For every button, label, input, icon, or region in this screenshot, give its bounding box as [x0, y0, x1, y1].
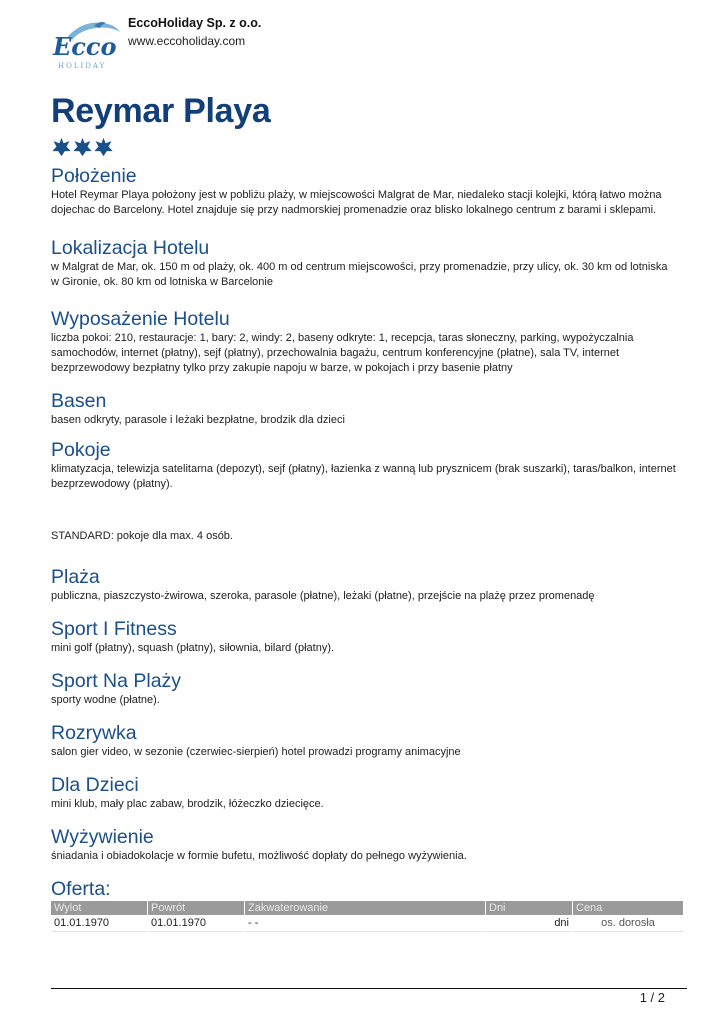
- cell-dni: dni: [486, 915, 572, 932]
- section-plaza: [51, 565, 676, 604]
- section-lokalizacja: [51, 236, 676, 290]
- section-heading: Sport I Fitness: [51, 618, 177, 640]
- hotel-content: [51, 164, 676, 932]
- logo-subtext: HOLIDAY: [58, 62, 107, 70]
- section-text: basen odkryty, parasole i leżaki bezpłatne, brodzik dla dzieci: [51, 414, 345, 426]
- offer-header-row: [51, 901, 683, 915]
- section-sport-plaza: [51, 669, 676, 708]
- column-header-dni: Dni: [486, 901, 572, 915]
- section-text: mini klub, mały plac zabaw, brodzik, łóżeczko dziecięce.: [51, 798, 324, 810]
- section-heading: Pokoje: [51, 439, 111, 461]
- section-heading: Dla Dzieci: [51, 774, 139, 796]
- company-website[interactable]: www.eccoholiday.com: [128, 34, 246, 48]
- cell-wylot: 01.01.1970: [51, 915, 147, 932]
- hotel-title: Reymar Playa: [51, 92, 271, 130]
- section-text: klimatyzacja, telewizja satelitarna (depozyt), sejf (płatny), łazienka z wanną lub prysznicem (brak suszarki), taras/balkon, internet bezprzewodowy (płatny).: [51, 463, 676, 490]
- company-name: EccoHoliday Sp. z o.o.: [128, 16, 262, 30]
- section-text: w Malgrat de Mar, ok. 150 m od plaży, ok. 400 m od centrum miejscowości, przy promenadzie, przy ulicy, ok. 30 km od lotniska w Gironie, ok. 80 km od lotniska w Barcelonie: [51, 261, 668, 288]
- section-heading: Położenie: [51, 165, 137, 187]
- section-pokoje: [51, 438, 676, 544]
- column-header-powrot: Powrót: [148, 901, 244, 915]
- section-dla-dzieci: [51, 773, 676, 812]
- section-basen: [51, 389, 676, 428]
- cell-zakwaterowanie: - -: [245, 915, 485, 932]
- section-wyposazenie: [51, 307, 676, 376]
- offer-table: [50, 901, 684, 932]
- page-header: [50, 14, 690, 72]
- section-wyzywienie: [51, 825, 676, 864]
- section-heading: Lokalizacja Hotelu: [51, 237, 210, 259]
- eccoholiday-logo: [50, 14, 122, 72]
- hotel-stars: [51, 137, 114, 157]
- table-row: [51, 915, 683, 932]
- cell-cena: os. dorosła: [573, 915, 683, 932]
- section-text: Hotel Reymar Playa położony jest w pobliżu plaży, w miejscowości Malgrat de Mar, niedaleko stacji kolejki, którą łatwo można dojechac do Barcelony. Hotel znajduje się przy nadmorskiej promenadzie oraz blisko lokalnego centrum z barami i sklepami.: [51, 189, 662, 216]
- cell-powrot: 01.01.1970: [148, 915, 244, 932]
- section-heading: Plaża: [51, 566, 100, 588]
- section-sport-fitness: [51, 617, 676, 656]
- section-heading: Basen: [51, 390, 107, 412]
- section-rozrywka: [51, 721, 676, 760]
- column-header-cena: Cena: [573, 901, 683, 915]
- section-heading: Sport Na Plaży: [51, 670, 182, 692]
- section-text: sporty wodne (płatne).: [51, 694, 160, 706]
- section-text: mini golf (płatny), squash (płatny), siłownia, bilard (płatny).: [51, 642, 335, 654]
- star-icon: [72, 137, 93, 157]
- section-text: śniadania i obiadokolacje w formie bufetu, możliwość dopłaty do pełnego wyżywienia.: [51, 850, 467, 862]
- offer-title: Oferta:: [51, 878, 111, 900]
- section-heading: Wyżywienie: [51, 826, 154, 848]
- star-icon: [93, 137, 114, 157]
- section-text: liczba pokoi: 210, restauracje: 1, bary: 2, windy: 2, baseny odkryte: 1, recepcja, taras słoneczny, parking, wypożyczalnia samochodów, internet (płatny), sejf (płatny), przechowalnia bagażu, centrum konferencyjne (płatne), sala TV, internet bezprzewodowy bezpłatny tylko przy zakupie napoju w barze, w pokojach i przy basenie płatny: [51, 332, 634, 374]
- footer-divider: [51, 988, 687, 989]
- section-polozenie: [51, 164, 676, 218]
- star-icon: [51, 137, 72, 157]
- section-heading: Wyposażenie Hotelu: [51, 308, 230, 330]
- section-text: salon gier video, w sezonie (czerwiec-sierpień) hotel prowadzi programy animacyjne: [51, 746, 461, 758]
- section-extra-text: STANDARD: pokoje dla max. 4 osób.: [51, 530, 233, 542]
- offer-section: [51, 877, 676, 932]
- logo-text: Ecco: [53, 32, 117, 61]
- section-text: publiczna, piaszczysto-żwirowa, szeroka, parasole (płatne), leżaki (płatne), przejście na plażę przez promenadę: [51, 590, 595, 602]
- column-header-zakwaterowanie: Zakwaterowanie: [245, 901, 485, 915]
- section-heading: Rozrywka: [51, 722, 137, 744]
- page-number: 1 / 2: [639, 990, 665, 1005]
- column-header-wylot: Wylot: [51, 901, 147, 915]
